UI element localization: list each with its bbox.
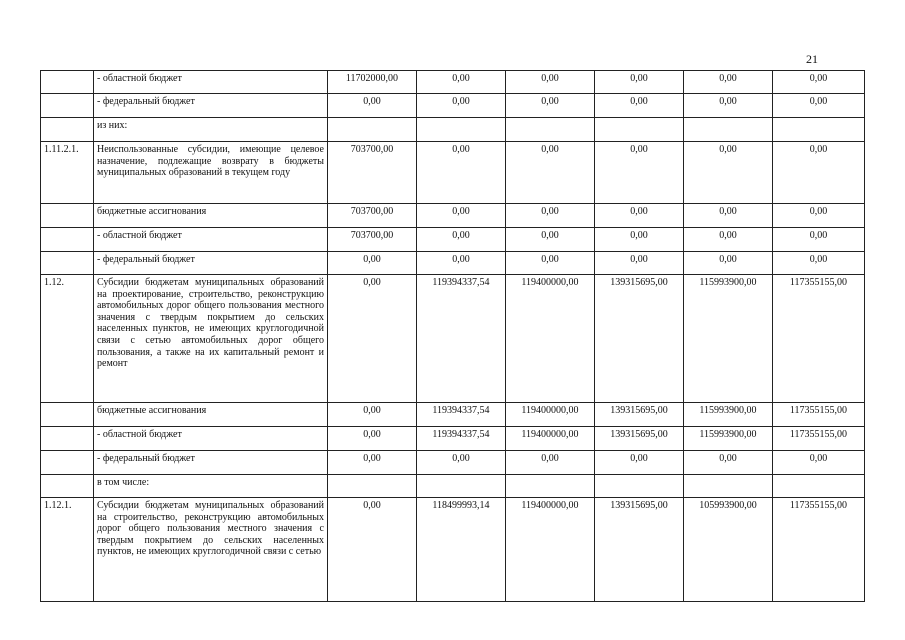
row-description: Субсидии бюджетам муниципальных образований на строительство, реконструкцию автомобильных дорог общего пользования местного значения с твердым покрытием до сельских населенных пунктов, не имеющих круглогодичной связи с сетью bbox=[94, 498, 328, 602]
table-row bbox=[41, 71, 865, 94]
table-row bbox=[41, 94, 865, 118]
value-cell: 0,00 bbox=[595, 252, 684, 275]
value-cell: 119400000,00 bbox=[506, 498, 595, 602]
value-cell: 0,00 bbox=[684, 142, 773, 204]
value-cell: 105993900,00 bbox=[684, 498, 773, 602]
value-cell: 0,00 bbox=[684, 252, 773, 275]
value-cell: 0,00 bbox=[506, 451, 595, 475]
table-row bbox=[41, 451, 865, 475]
row-code bbox=[41, 228, 94, 252]
value-cell bbox=[328, 118, 417, 142]
value-cell: 0,00 bbox=[328, 427, 417, 451]
row-code bbox=[41, 475, 94, 498]
value-cell bbox=[684, 118, 773, 142]
value-cell: 139315695,00 bbox=[595, 498, 684, 602]
table-row bbox=[41, 204, 865, 228]
value-cell: 115993900,00 bbox=[684, 403, 773, 427]
value-cell: 119394337,54 bbox=[417, 427, 506, 451]
row-code bbox=[41, 94, 94, 118]
value-cell: 117355155,00 bbox=[773, 427, 865, 451]
row-code bbox=[41, 451, 94, 475]
value-cell: 0,00 bbox=[417, 228, 506, 252]
table-row bbox=[41, 275, 865, 403]
table-row bbox=[41, 427, 865, 451]
table-row bbox=[41, 252, 865, 275]
value-cell: 0,00 bbox=[506, 71, 595, 94]
table-row bbox=[41, 142, 865, 204]
value-cell: 0,00 bbox=[417, 204, 506, 228]
row-description: - областной бюджет bbox=[94, 427, 328, 451]
value-cell: 703700,00 bbox=[328, 142, 417, 204]
row-code bbox=[41, 403, 94, 427]
row-description: Субсидии бюджетам муниципальных образований на проектирование, строительство, реконструкцию автомобильных дорог общего пользования местного значения с твердым покрытием до сельских населенных пунктов, не имеющих круглогодичной связи с сетью автомобильных дорог общего пользования, а также на их капитальный ремонт и ремонт bbox=[94, 275, 328, 403]
value-cell: 0,00 bbox=[417, 71, 506, 94]
value-cell bbox=[417, 118, 506, 142]
value-cell bbox=[417, 475, 506, 498]
row-description: - федеральный бюджет bbox=[94, 252, 328, 275]
value-cell: 0,00 bbox=[328, 451, 417, 475]
value-cell: 0,00 bbox=[595, 142, 684, 204]
row-description: - областной бюджет bbox=[94, 71, 328, 94]
value-cell: 0,00 bbox=[773, 228, 865, 252]
value-cell: 118499993,14 bbox=[417, 498, 506, 602]
value-cell: 117355155,00 bbox=[773, 275, 865, 403]
value-cell: 0,00 bbox=[506, 94, 595, 118]
value-cell: 0,00 bbox=[684, 204, 773, 228]
row-code: 1.12.1. bbox=[41, 498, 94, 602]
value-cell: 0,00 bbox=[595, 228, 684, 252]
row-code: 1.11.2.1. bbox=[41, 142, 94, 204]
value-cell: 0,00 bbox=[417, 142, 506, 204]
value-cell: 0,00 bbox=[684, 451, 773, 475]
value-cell: 0,00 bbox=[328, 403, 417, 427]
value-cell: 0,00 bbox=[684, 71, 773, 94]
row-description: - федеральный бюджет bbox=[94, 451, 328, 475]
value-cell: 0,00 bbox=[684, 228, 773, 252]
value-cell: 117355155,00 bbox=[773, 498, 865, 602]
table-row bbox=[41, 403, 865, 427]
value-cell: 703700,00 bbox=[328, 204, 417, 228]
value-cell: 0,00 bbox=[328, 94, 417, 118]
value-cell: 139315695,00 bbox=[595, 275, 684, 403]
value-cell: 117355155,00 bbox=[773, 403, 865, 427]
value-cell: 0,00 bbox=[773, 94, 865, 118]
table-row bbox=[41, 498, 865, 602]
row-code bbox=[41, 252, 94, 275]
value-cell bbox=[595, 118, 684, 142]
value-cell: 115993900,00 bbox=[684, 275, 773, 403]
table-row bbox=[41, 118, 865, 142]
value-cell: 0,00 bbox=[773, 451, 865, 475]
value-cell: 0,00 bbox=[595, 204, 684, 228]
value-cell: 11702000,00 bbox=[328, 71, 417, 94]
row-description: в том числе: bbox=[94, 475, 328, 498]
value-cell: 139315695,00 bbox=[595, 427, 684, 451]
row-description: бюджетные ассигнования bbox=[94, 403, 328, 427]
value-cell: 0,00 bbox=[328, 275, 417, 403]
row-code bbox=[41, 118, 94, 142]
value-cell: 0,00 bbox=[773, 204, 865, 228]
row-description: Неиспользованные субсидии, имеющие целевое назначение, подлежащие возврату в бюджеты муниципальных образований в текущем году bbox=[94, 142, 328, 204]
row-code bbox=[41, 427, 94, 451]
value-cell: 703700,00 bbox=[328, 228, 417, 252]
value-cell: 119394337,54 bbox=[417, 275, 506, 403]
value-cell: 0,00 bbox=[506, 142, 595, 204]
value-cell bbox=[328, 475, 417, 498]
value-cell: 0,00 bbox=[506, 228, 595, 252]
value-cell bbox=[506, 475, 595, 498]
value-cell: 115993900,00 bbox=[684, 427, 773, 451]
value-cell: 0,00 bbox=[328, 252, 417, 275]
value-cell bbox=[506, 118, 595, 142]
value-cell bbox=[773, 475, 865, 498]
value-cell: 119400000,00 bbox=[506, 427, 595, 451]
value-cell: 0,00 bbox=[773, 252, 865, 275]
value-cell: 0,00 bbox=[506, 204, 595, 228]
value-cell: 0,00 bbox=[417, 252, 506, 275]
value-cell: 0,00 bbox=[595, 71, 684, 94]
value-cell: 0,00 bbox=[773, 142, 865, 204]
value-cell: 0,00 bbox=[417, 94, 506, 118]
row-description: - федеральный бюджет bbox=[94, 94, 328, 118]
table-row bbox=[41, 475, 865, 498]
table-row bbox=[41, 228, 865, 252]
value-cell: 119394337,54 bbox=[417, 403, 506, 427]
row-description: бюджетные ассигнования bbox=[94, 204, 328, 228]
value-cell: 0,00 bbox=[684, 94, 773, 118]
row-code bbox=[41, 204, 94, 228]
page-number: 21 bbox=[806, 52, 818, 66]
value-cell: 119400000,00 bbox=[506, 403, 595, 427]
value-cell: 0,00 bbox=[773, 71, 865, 94]
value-cell: 0,00 bbox=[328, 498, 417, 602]
value-cell: 139315695,00 bbox=[595, 403, 684, 427]
value-cell bbox=[773, 118, 865, 142]
budget-table bbox=[40, 70, 865, 602]
value-cell: 0,00 bbox=[417, 451, 506, 475]
row-code bbox=[41, 71, 94, 94]
row-description: - областной бюджет bbox=[94, 228, 328, 252]
value-cell bbox=[595, 475, 684, 498]
value-cell: 0,00 bbox=[595, 94, 684, 118]
value-cell: 0,00 bbox=[506, 252, 595, 275]
value-cell: 0,00 bbox=[595, 451, 684, 475]
row-code: 1.12. bbox=[41, 275, 94, 403]
row-description: из них: bbox=[94, 118, 328, 142]
value-cell: 119400000,00 bbox=[506, 275, 595, 403]
value-cell bbox=[684, 475, 773, 498]
